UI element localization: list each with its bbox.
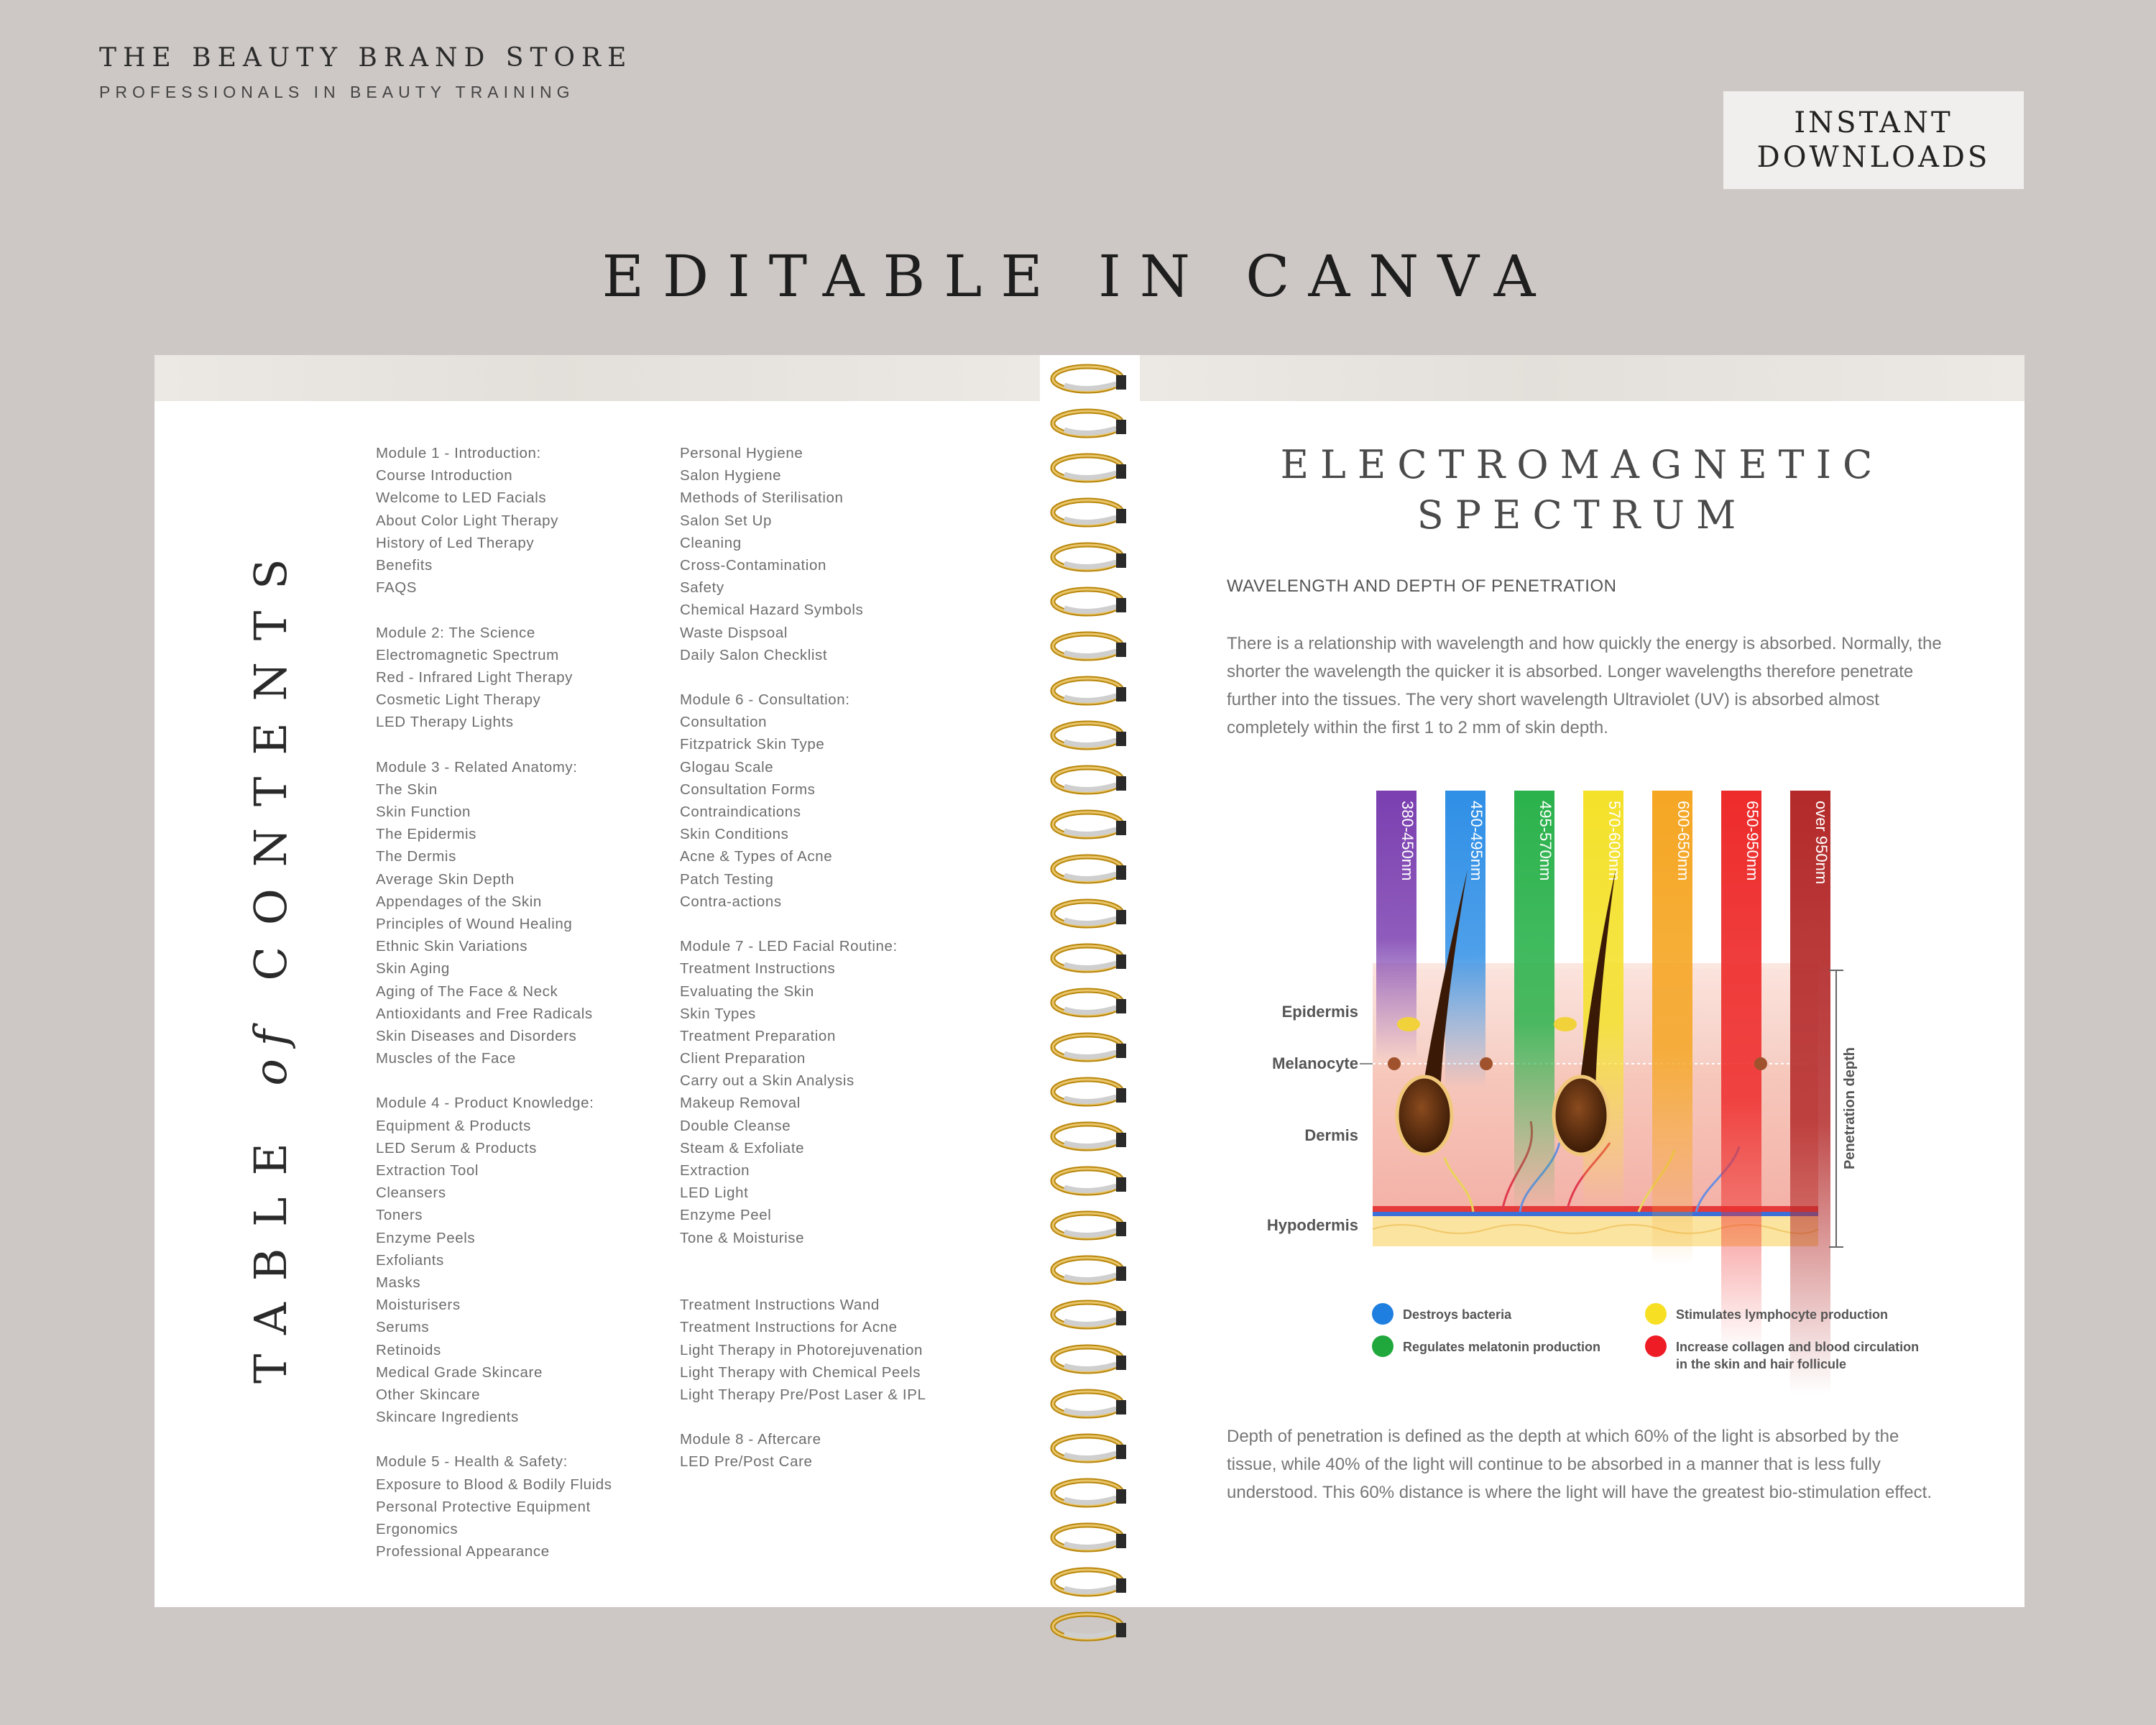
toc-item: Other Skincare [376, 1386, 481, 1403]
spiral-ring [1050, 540, 1129, 574]
band-label: 650-950nm [1743, 801, 1761, 881]
legend-text-line-2: in the skin and hair follicule [1676, 1357, 1847, 1371]
toc-title-part1: TABLE [244, 1121, 297, 1384]
toc-spacer [376, 733, 612, 755]
spiral-ring [1050, 1075, 1129, 1108]
legend-swatch [1372, 1335, 1393, 1357]
spectrum-subtitle: WAVELENGTH AND DEPTH OF PENETRATION [1227, 576, 1617, 596]
spiral-ring [1050, 585, 1129, 618]
toc-item: Module 8 - Aftercare [680, 1431, 821, 1448]
toc-title-of: of [244, 1016, 297, 1086]
toc-item: Chemical Hazard Symbols [680, 602, 864, 619]
spiral-ring [1050, 1209, 1129, 1242]
spiral-ring [1050, 1476, 1129, 1509]
toc-item: Module 6 - Consultation: [680, 691, 850, 709]
toc-spacer [680, 666, 926, 689]
spectrum-paragraph-1: There is a relationship with wavelength and how quickly the energy is absorbed. Normally, the shorter the wavelength the quicker it is absorbed. Longer wavelengths therefore penetrate further into the tissues. The very short wavelength Ultraviolet (UV) is absorbed almost completely within the first 1 to 2 mm of skin depth. [1227, 634, 1942, 737]
spiral-ring [1050, 1610, 1129, 1643]
toc-item: Daily Salon Checklist [680, 646, 828, 663]
label-dermis: Dermis [1304, 1126, 1358, 1144]
toc-item: Benefits [376, 556, 433, 574]
toc-item: Waste Dispsoal [680, 624, 788, 641]
spiral-ring [1050, 763, 1129, 796]
toc-item: Skin Diseases and Disorders [376, 1027, 577, 1044]
toc-spacer [680, 1271, 926, 1294]
legend-entry [1645, 1303, 1888, 1325]
legend-swatch [1645, 1303, 1667, 1325]
toc-item: Skin Function [376, 804, 471, 820]
toc-item: Steam & Exfoliate [680, 1139, 805, 1156]
legend-entry [1372, 1335, 1600, 1357]
toc-column-2 [680, 442, 926, 1473]
toc-item: Module 3 - Related Anatomy: [376, 758, 578, 776]
band-label: 495-570nm [1537, 801, 1554, 881]
spectrum-band [1445, 791, 1485, 1089]
toc-item: Module 1 - Introduction: [376, 445, 541, 461]
spectrum-title-line-2: SPECTRUM [1416, 492, 1748, 538]
toc-item: Skin Conditions [680, 826, 789, 843]
spiral-ring [1050, 1343, 1129, 1376]
toc-item: Exfoliants [376, 1251, 444, 1269]
legend-swatch [1645, 1335, 1667, 1357]
toc-item: The Skin [376, 781, 438, 798]
toc-item: Appendages of the Skin [376, 893, 542, 910]
spiral-ring [1050, 808, 1129, 841]
spiral-ring [1050, 674, 1129, 707]
spectrum-band [1721, 791, 1761, 1351]
legend-entry [1372, 1303, 1512, 1325]
toc-item: Enzyme Peel [680, 1207, 772, 1224]
toc-item: Extraction Tool [376, 1162, 479, 1179]
toc-item: The Dermis [376, 848, 456, 865]
toc-item: Medical Grade Skincare [376, 1363, 543, 1381]
legend-text: Regulates melatonin production [1403, 1340, 1601, 1354]
legend-text: Stimulates lymphocyte production [1676, 1307, 1889, 1322]
toc-item: Electromagnetic Spectrum [376, 646, 559, 663]
spectrum-band [1514, 791, 1554, 1211]
spiral-ring [1050, 942, 1129, 975]
toc-item: Personal Hygiene [680, 445, 803, 461]
spiral-ring [1050, 897, 1129, 930]
label-hypodermis: Hypodermis [1266, 1216, 1358, 1234]
spectrum-band [1652, 791, 1692, 1265]
toc-item: Carry out a Skin Analysis [680, 1072, 854, 1090]
toc-item: Fitzpatrick Skin Type [680, 736, 825, 753]
headline: EDITABLE IN CANVA [602, 243, 1554, 310]
toc-item: Cross-Contamination [680, 556, 826, 574]
spectrum-paragraph-2: Depth of penetration is defined as the depth at which 60% of the light is absorbed by the tissue, while 40% of the light will continue to be absorbed in a manner that is less fully understood. This 60% distance is where the light will have the greatest bio-stimulation effect. [1227, 1427, 1932, 1502]
toc-item: FAQS [376, 579, 418, 597]
toc-item: Contra-actions [680, 893, 782, 910]
toc-item: Client Preparation [680, 1050, 806, 1067]
toc-item: Aging of The Face & Neck [376, 983, 558, 1000]
toc-spacer [680, 913, 926, 935]
toc-item: Consultation [680, 714, 768, 731]
toc-item: Average Skin Depth [376, 870, 515, 888]
toc-item: Consultation Forms [680, 781, 816, 798]
toc-item: Double Cleanse [680, 1117, 791, 1134]
toc-item: Red - Infrared Light Therapy [376, 668, 573, 686]
legend-text: Increase collagen and blood circulation [1676, 1340, 1920, 1354]
toc-spacer [376, 599, 612, 621]
spiral-ring [1050, 719, 1129, 752]
toc-item: Skincare Ingredients [376, 1409, 519, 1426]
toc-item: Retinoids [376, 1341, 441, 1358]
band-label: 450-495nm [1468, 801, 1485, 881]
toc-item: Treatment Instructions for Acne [680, 1319, 898, 1336]
spiral-ring [1050, 1031, 1129, 1064]
spiral-ring [1050, 1565, 1129, 1598]
toc-item: Equipment & Products [376, 1117, 531, 1134]
toc-spacer [376, 1428, 612, 1450]
toc-item: Muscles of the Face [376, 1050, 516, 1067]
spiral-ring [1050, 1120, 1129, 1153]
toc-item: Salon Hygiene [680, 467, 782, 484]
toc-item: Cleansers [376, 1184, 446, 1202]
toc-item: Tone & Moisturise [680, 1229, 805, 1246]
toc-item: History of Led Therapy [376, 534, 535, 551]
toc-item: Toners [376, 1207, 423, 1224]
spiral-ring [1050, 986, 1129, 1019]
brand-tagline: PROFESSIONALS IN BEAUTY TRAINING [99, 83, 575, 101]
toc-item: Module 2: The Science [376, 624, 535, 641]
legend-swatch [1372, 1303, 1393, 1325]
spiral-ring [1050, 407, 1129, 440]
spiral-ring [1050, 1521, 1129, 1554]
penetration-depth-label: Penetration depth [1842, 1046, 1858, 1170]
brand-name: THE BEAUTY BRAND STORE [99, 43, 633, 73]
toc-item: The Epidermis [376, 826, 476, 843]
toc-item: Masks [376, 1274, 421, 1291]
label-epidermis: Epidermis [1281, 1003, 1358, 1021]
toc-item: Skin Types [680, 1005, 756, 1022]
toc-item: Exposure to Blood & Bodily Fluids [376, 1476, 612, 1493]
spiral-ring [1050, 496, 1129, 529]
toc-item: Methods of Sterilisation [680, 489, 844, 507]
toc-spacer [680, 1249, 926, 1271]
spectrum-title [1140, 440, 2024, 540]
toc-item: Personal Protective Equipment [376, 1498, 591, 1515]
toc-column-1 [376, 442, 612, 1563]
toc-title-part2: CONTENTS [244, 537, 297, 981]
toc-item: Principles of Wound Healing [376, 915, 573, 932]
toc-item: Contraindications [680, 804, 801, 820]
right-page-band [1140, 355, 2024, 401]
toc-item: Makeup Removal [680, 1095, 801, 1112]
band-label: over 950nm [1812, 801, 1830, 885]
spiral-ring [1050, 362, 1129, 395]
toc-item: Module 5 - Health & Safety: [376, 1453, 568, 1471]
spiral-ring [1050, 451, 1129, 484]
spectrum-band [1790, 791, 1830, 1394]
toc-item: Ergonomics [376, 1521, 459, 1537]
left-page-band [155, 355, 1040, 401]
toc-item: Light Therapy Pre/Post Laser & IPL [680, 1386, 926, 1403]
toc-item: Light Therapy in Photorejuvenation [680, 1341, 923, 1358]
toc-item: Serums [376, 1319, 430, 1336]
toc-item: Light Therapy with Chemical Peels [680, 1363, 921, 1381]
legend-entry [1645, 1335, 1919, 1371]
spiral-ring [1050, 1432, 1129, 1465]
toc-item: Evaluating the Skin [680, 983, 814, 1000]
brand-block [99, 43, 632, 102]
badge-line-1: INSTANT [1794, 106, 1953, 139]
legend-text: Destroys bacteria [1403, 1307, 1512, 1322]
band-label: 380-450nm [1399, 801, 1416, 881]
toc-item: Treatment Instructions Wand [680, 1297, 880, 1314]
diagram-legend [1372, 1303, 1919, 1371]
toc-item: Course Introduction [376, 467, 513, 484]
toc-item: Module 4 - Product Knowledge: [376, 1095, 594, 1112]
spectrum-title-line-1: ELECTROMAGNETIC [1280, 442, 1884, 487]
toc-item: Glogau Scale [680, 758, 774, 776]
toc-vertical-title [244, 537, 297, 1384]
toc-item: LED Serum & Products [376, 1139, 537, 1156]
toc-item: Treatment Instructions [680, 960, 836, 978]
toc-item: Acne & Types of Acne [680, 848, 833, 865]
toc-item: Cosmetic Light Therapy [376, 691, 541, 709]
label-melanocyte: Melanocyte [1272, 1054, 1358, 1072]
spiral-ring [1050, 1164, 1129, 1197]
spiral-ring [1050, 1298, 1129, 1331]
toc-item: Ethnic Skin Variations [376, 938, 528, 955]
spiral-ring [1050, 1387, 1129, 1420]
penetration-diagram [1236, 783, 1926, 1402]
toc-item: Patch Testing [680, 870, 774, 888]
toc-item: About Color Light Therapy [376, 512, 558, 529]
toc-item: Cleaning [680, 534, 742, 551]
toc-item: LED Light [680, 1184, 749, 1202]
toc-item: Skin Aging [376, 960, 450, 978]
toc-item: Antioxidants and Free Radicals [376, 1005, 593, 1022]
toc-item: Enzyme Peels [376, 1229, 476, 1246]
penetration-depth-bracket [1829, 970, 1843, 1247]
toc-item: Safety [680, 579, 724, 597]
spiral-ring [1050, 630, 1129, 663]
toc-item: Moisturisers [376, 1297, 461, 1314]
spiral-ring [1050, 852, 1129, 886]
toc-item: Extraction [680, 1162, 750, 1179]
toc-spacer [680, 1406, 926, 1428]
band-label: 570-600nm [1606, 801, 1623, 881]
badge-line-2: DOWNLOADS [1756, 141, 1991, 174]
toc-item: Module 7 - LED Facial Routine: [680, 938, 898, 955]
instant-downloads-badge [1723, 91, 2024, 189]
toc-item: Treatment Preparation [680, 1027, 836, 1044]
toc-spacer [376, 1070, 612, 1092]
spiral-ring [1050, 1254, 1129, 1287]
toc-item: LED Therapy Lights [376, 714, 514, 731]
band-label: 600-650nm [1674, 801, 1692, 881]
toc-item: Welcome to LED Facials [376, 489, 547, 507]
toc-item: Professional Appearance [376, 1543, 550, 1560]
toc-item: Salon Set Up [680, 512, 772, 529]
spiral-binding [1040, 355, 1140, 1607]
toc-item: LED Pre/Post Care [680, 1453, 813, 1471]
